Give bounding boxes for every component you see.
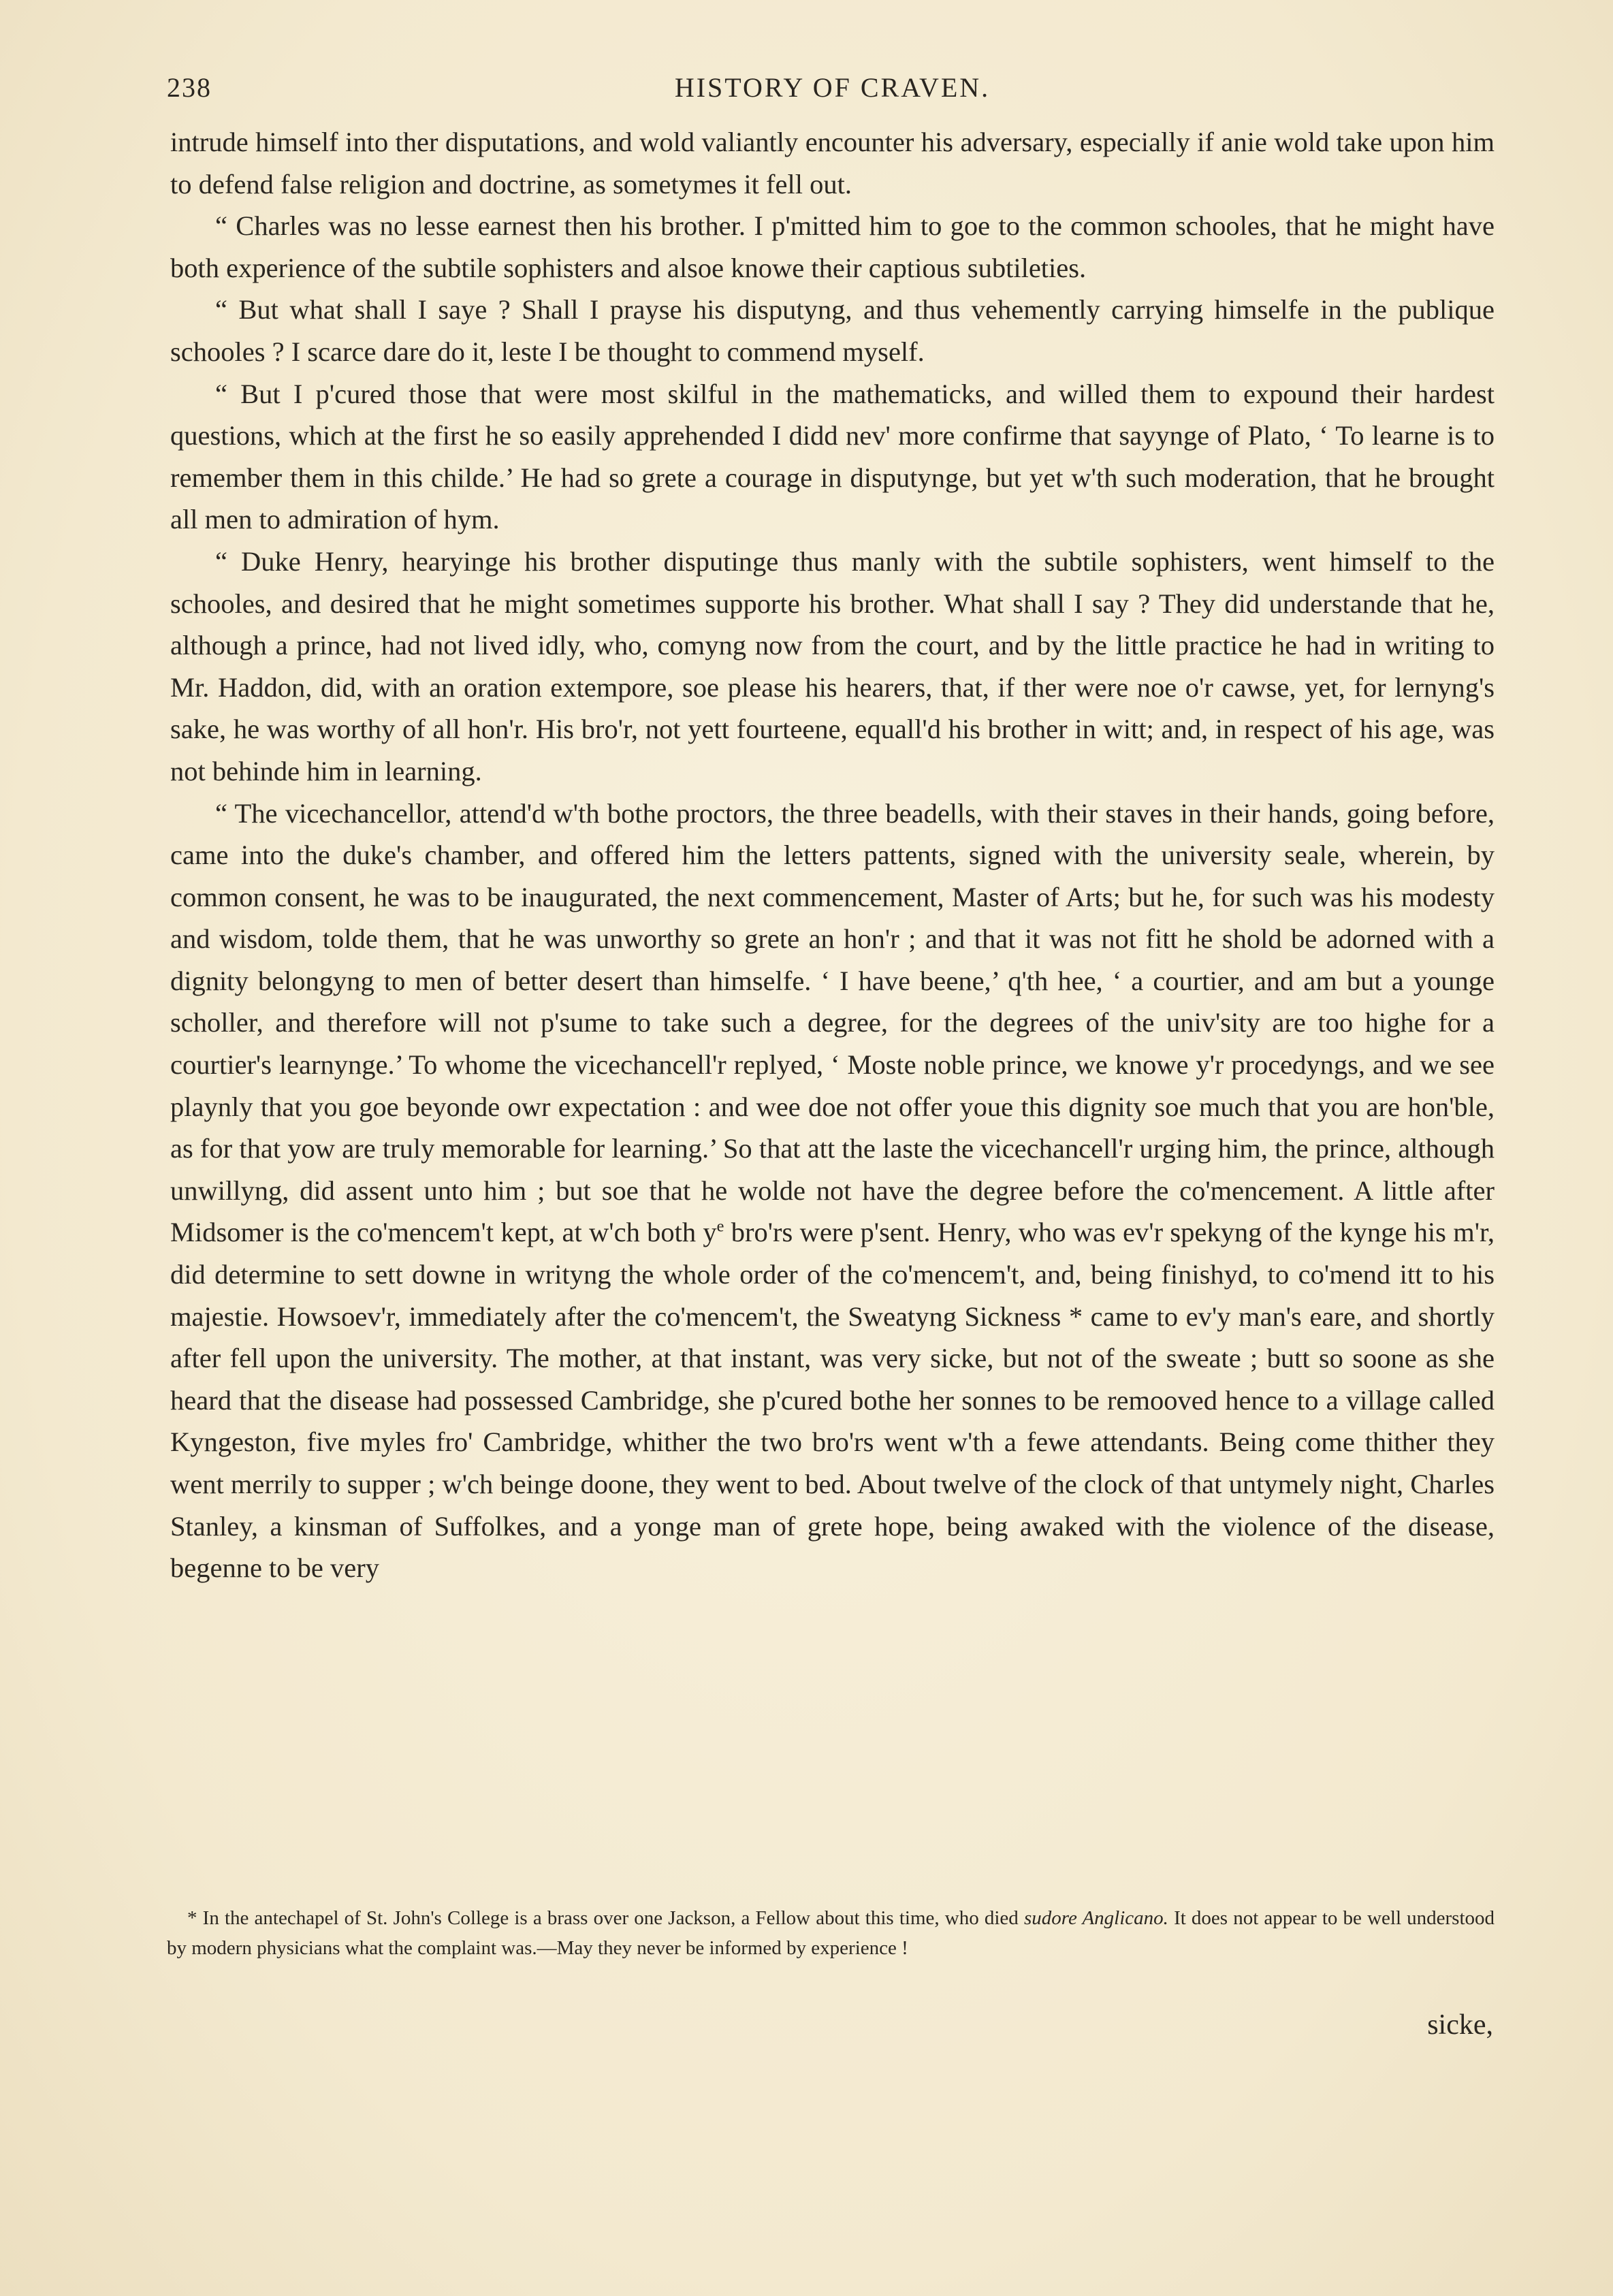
- paragraph: “ But I p'cured those that were most skilful in the mathematicks, and willed them to expound their hardest questions, which at the first he so easily apprehended I didd nev' more confirme that sayynge of Plato, ‘ To learne is to remember them in this childe.’ He had so grete a courage in disputynge, but yet w'th such moderation, that he brought all men to admiration of hym.: [170, 378, 1495, 535]
- footnote-italic-text: sudore Anglicano.: [1023, 1907, 1168, 1929]
- footnote-reference: *: [1068, 1301, 1083, 1332]
- paragraph-text: bro'rs were p'sent. Henry, who was ev'r spekyng of the kynge his m'r, did determine to sett downe in writyng the whole order of the co'mencem't, and, being finishyd, to co'mend itt to his majestie. Howsoev'r, immediately after the co'mencem't, the Sweatyng Sickness: [170, 1217, 1495, 1332]
- footnote: [167, 1903, 1495, 1963]
- page-number: 238: [167, 72, 212, 103]
- catchword: sicke,: [1427, 2009, 1493, 2041]
- paragraph: [170, 793, 1495, 1589]
- paragraph: “ But what shall I saye ? Shall I prayse his disputyng, and thus vehemently carrying himselfe in the publique schooles ? I scarce dare do it, leste I be thought to commend myself.: [170, 294, 1495, 367]
- running-title: HISTORY OF CRAVEN.: [674, 72, 991, 103]
- superscript-e: e: [716, 1217, 724, 1236]
- footnote-text: It does not appear to be well understood by modern physicians what the complaint was.—May they never be informed by experience !: [167, 1907, 1495, 1959]
- paragraph: “ Duke Henry, hearyinge his brother disputinge thus manly with the subtile sophisters, went himself to the schooles, and desired that he might sometimes supporte his brother. What shall I say ? They did understande that he, although a prince, had not lived idly, who, comyng now from the court, and by the little practice he had in writing to Mr. Haddon, did, with an oration extempore, soe please his hearers, that, if ther were noe o'r cawse, yet, for lernyng's sake, he was worthy of all hon'r. His bro'r, not yett fourteene, equall'd his brother in witt; and, in respect of his age, was not behinde him in learning.: [170, 545, 1495, 786]
- page-header: [167, 71, 1498, 112]
- footnote-paragraph: [167, 1903, 1495, 1963]
- paragraph-text: came to ev'y man's eare, and shortly after fell upon the university. The mother, at that instant, was very sicke, but not of the sweate ; butt so soone as she heard that the disease had possessed Cambridge, she p'cured bothe her sonnes to be remooved hence to a village called Kyngeston, five myles fro' Cambridge, whither the two bro'rs went w'th a fewe attendants. Being come thither they went merrily to supper ; w'ch beinge doone, they went to bed. About twelve of the clock of that untymely night, Charles Stanley, a kinsman of Suffolkes, and a yonge man of grete hope, being awaked with the violence of the disease, begenne to be very: [170, 1301, 1495, 1584]
- paragraph: intrude himself into ther disputations, and wold valiantly encounter his adversary, especially if anie wold take upon him to defend false religion and doctrine, as sometymes it fell out.: [170, 127, 1495, 200]
- footnote-text: In the antechapel of St. John's College is a brass over one Jackson, a Fellow about this time, who died: [202, 1907, 1019, 1929]
- paragraph-text: “ The vicechancellor, attend'd w'th bothe proctors, the three beadells, with their staves in their hands, going before, came into the duke's chamber, and offered him the letters pattents, signed with the university seale, wherein, by common consent, he was to be inaugurated, the next commencement, Master of Arts; but he, for such was his modesty and wisdom, tolde them, that he was unworthy so grete an hon'r ; and that it was not fitt he shold be adorned with a dignity belongyng to men of better desert than himselfe. ‘ I have beene,’ q'th hee, ‘ a courtier, and am but a younge scholler, and therefore will not p'sume to take such a degree, for the degrees of the univ'sity are too highe for a courtier's learnynge.’ To whome the vicechancell'r replyed, ‘ Moste noble prince, we knowe y'r procedyngs, and we see playnly that you goe beyonde owr expectation : and wee doe not offer youe this dignity soe much that you are hon'ble, as for that yow are truly memorable for learning.’ So that att the laste the vicechancell'r urging him, the prince, although unwillyng, did assent unto him ; but soe that he wolde not have the degree before the co'mencement. A little after Midsomer is the co'mencem't kept, at w'ch both y: [170, 797, 1495, 1248]
- paragraph: “ Charles was no lesse earnest then his brother. I p'mitted him to goe to the common schooles, that he might have both experience of the subtile sophisters and alsoe knowe their captious subtileties.: [170, 210, 1495, 283]
- footnote-marker: *: [187, 1907, 197, 1929]
- body-text: [170, 121, 1495, 1589]
